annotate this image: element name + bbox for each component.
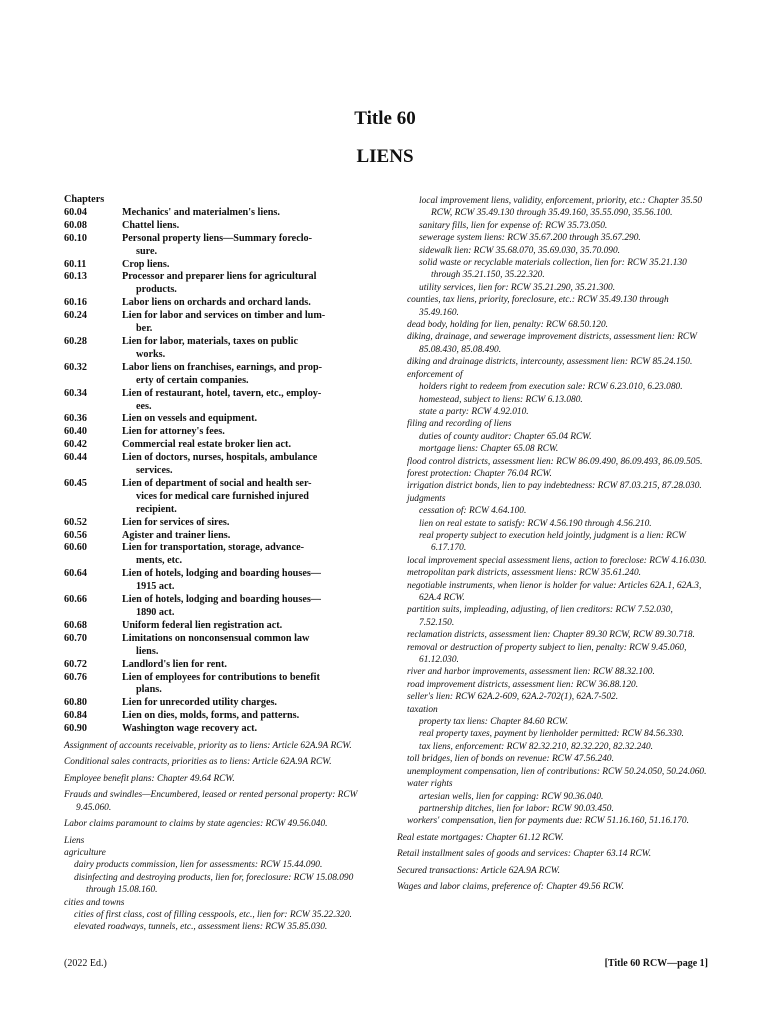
cross-reference-note: disinfecting and destroying products, lien for, foreclosure: RCW 15.08.090 through 15.08.160. — [74, 872, 354, 896]
chapter-entry — [64, 233, 372, 259]
chapter-number: 60.72 — [64, 658, 87, 670]
chapter-entry — [64, 259, 372, 272]
chapter-entry — [64, 710, 372, 723]
cross-reference-note: Conditional sales contracts, priorities as to liens: Article 62A.9A RCW. — [64, 757, 332, 768]
cross-reference-note: property tax liens: Chapter 84.60 RCW. — [419, 717, 569, 728]
chapter-number: 60.45 — [64, 477, 87, 489]
cross-reference-note: real property subject to execution held jointly, judgment is a lien: RCW 6.17.170. — [419, 530, 686, 554]
cross-reference-note: forest protection: Chapter 76.04 RCW. — [407, 468, 552, 479]
cross-reference-note: partnership ditches, lien for labor: RCW 90.03.450. — [419, 803, 614, 814]
chapter-number: 60.08 — [64, 219, 87, 231]
chapter-title: Lien on vessels and equipment. — [122, 413, 258, 425]
footer-edition: (2022 Ed.) — [64, 958, 107, 969]
title-number: Title 60 — [354, 108, 416, 129]
chapter-number: 60.40 — [64, 426, 87, 438]
cross-reference-note: irrigation district bonds, lien to pay indebtedness: RCW 87.03.215, 87.28.030. — [407, 481, 702, 492]
chapter-title: Lien of department of social and health ser- vices for medical care furnished injured recipient. — [122, 477, 312, 515]
chapter-entry — [64, 310, 372, 336]
chapter-number: 60.44 — [64, 452, 87, 464]
chapter-number: 60.56 — [64, 529, 87, 541]
cross-reference-note: real property taxes, payment by lienholder permitted: RCW 84.56.330. — [419, 729, 684, 740]
chapter-number: 60.10 — [64, 232, 87, 244]
chapter-title: Washington wage recovery act. — [122, 723, 258, 735]
chapter-number: 60.24 — [64, 310, 87, 322]
chapter-entry — [64, 297, 372, 310]
cross-reference-note: counties, tax liens, priority, foreclosure, etc.: RCW 35.49.130 through 35.49.160. — [407, 295, 669, 318]
cross-reference-note: negotiable instruments, when lienor is holder for value: Articles 62A.1, 62A.3, 62A.4 RCW. — [407, 580, 702, 603]
cross-reference-note: Retail installment sales of goods and services: Chapter 63.14 RCW. — [397, 849, 652, 860]
chapter-entry — [64, 530, 372, 543]
cross-reference-note: unemployment compensation, lien of contributions: RCW 50.24.050, 50.24.060. — [407, 766, 707, 777]
right-notes — [397, 195, 708, 893]
chapter-number: 60.13 — [64, 271, 87, 283]
cross-reference-note: Real estate mortgages: Chapter 61.12 RCW. — [397, 832, 564, 843]
chapters-heading: Chapters — [64, 194, 105, 205]
cross-reference-note: reclamation districts, assessment lien: Chapter 89.30 RCW, RCW 89.30.718. — [407, 630, 695, 641]
cross-reference-note: lien on real estate to satisfy: RCW 4.56.190 through 4.56.210. — [419, 518, 652, 529]
chapter-number: 60.64 — [64, 568, 87, 580]
chapter-number: 60.80 — [64, 697, 87, 709]
chapter-number: 60.76 — [64, 671, 87, 683]
cross-reference-note: local improvement liens, validity, enforcement, priority, etc.: Chapter 35.50 RCW, RCW 35.49.130 through 35.49.160, 35.55.090, 35.56.100. — [419, 196, 703, 219]
chapter-title: Personal property liens—Summary foreclo- sure. — [122, 232, 313, 257]
cross-reference-note: Wages and labor claims, preference of: Chapter 49.56 RCW. — [397, 881, 624, 892]
cross-reference-note: sewerage system liens: RCW 35.67.200 through 35.67.290. — [419, 233, 641, 244]
chapter-title: Lien of restaurant, hotel, tavern, etc., employ- ees. — [122, 387, 322, 412]
chapter-entry — [64, 517, 372, 530]
chapter-entry — [64, 362, 372, 388]
cross-reference-note: local improvement special assessment liens, action to foreclose: RCW 4.16.030. — [407, 555, 707, 566]
cross-reference-note: utility services, lien for: RCW 35.21.290, 35.21.300. — [419, 282, 616, 293]
cross-reference-note: Employee benefit plans: Chapter 49.64 RCW. — [64, 773, 235, 784]
chapter-entry — [64, 413, 372, 426]
chapter-number: 60.90 — [64, 723, 87, 735]
chapter-number: 60.60 — [64, 542, 87, 554]
chapter-title: Lien on dies, molds, forms, and patterns. — [122, 710, 300, 722]
chapter-title: Lien for labor, materials, taxes on public works. — [122, 335, 299, 360]
cross-reference-note: cessation of: RCW 4.64.100. — [419, 506, 527, 517]
chapter-entry — [64, 633, 372, 659]
chapter-entry — [64, 388, 372, 414]
cross-reference-note: elevated roadways, tunnels, etc., assessment liens: RCW 35.85.030. — [74, 922, 328, 933]
cross-reference-note: Labor claims paramount to claims by state agencies: RCW 49.56.040. — [64, 819, 328, 830]
cross-reference-note: dairy products commission, lien for assessments: RCW 15.44.090. — [74, 860, 323, 871]
cross-reference-note: river and harbor improvements, assessment lien: RCW 88.32.100. — [407, 667, 655, 678]
cross-reference-note: partition suits, impleading, adjusting, of lien creditors: RCW 7.52.030, 7.52.150. — [407, 605, 673, 628]
cross-reference-note: taxation — [407, 704, 438, 715]
chapter-title: Labor liens on orchards and orchard lands. — [122, 297, 311, 309]
cross-reference-note: toll bridges, lien of bonds on revenue: RCW 47.56.240. — [407, 754, 614, 765]
cross-reference-note: cities and towns — [64, 897, 125, 908]
cross-reference-note: duties of county auditor: Chapter 65.04 RCW. — [419, 431, 592, 442]
chapter-title: Landlord's lien for rent. — [122, 658, 227, 670]
cross-reference-note: state a party: RCW 4.92.010. — [419, 406, 529, 417]
cross-reference-note: solid waste or recyclable materials collection, lien for: RCW 35.21.130 through 35.21.150, 35.22.320. — [419, 258, 687, 281]
cross-reference-note: artesian wells, lien for capping: RCW 90.36.040. — [419, 791, 604, 802]
chapter-number: 60.16 — [64, 297, 87, 309]
chapter-number: 60.28 — [64, 335, 87, 347]
chapter-title: Lien for labor and services on timber and lum- ber. — [122, 310, 326, 335]
cross-reference-note: workers' compensation, lien for payments due: RCW 51.16.160, 51.16.170. — [407, 816, 689, 827]
cross-reference-note: holders right to redeem from execution sale: RCW 6.23.010, 6.23.080. — [419, 382, 683, 393]
chapter-entry — [64, 659, 372, 672]
cross-reference-note: judgments — [407, 493, 446, 504]
cross-reference-note: diking, drainage, and sewerage improvement districts, assessment lien: RCW 85.08.430, 85.08.490. — [407, 332, 697, 355]
cross-reference-note: Secured transactions: Article 62A.9A RCW. — [397, 865, 561, 876]
chapter-title: Lien of employees for contributions to benefit plans. — [122, 671, 320, 696]
left-column — [64, 194, 372, 934]
cross-reference-note: mortgage liens: Chapter 65.08 RCW. — [419, 444, 559, 455]
cross-reference-note: sidewalk lien: RCW 35.68.070, 35.69.030, 35.70.090. — [419, 245, 621, 256]
chapter-number: 60.36 — [64, 413, 87, 425]
chapter-number: 60.84 — [64, 710, 87, 722]
chapter-number: 60.11 — [64, 258, 87, 270]
chapter-title: Agister and trainer liens. — [122, 529, 231, 541]
chapter-title: Limitations on nonconsensual common law liens. — [122, 632, 310, 657]
cross-reference-note: dead body, holding for lien, penalty: RCW 68.50.120. — [407, 320, 609, 331]
chapter-number: 60.42 — [64, 439, 87, 451]
cross-reference-note: homestead, subject to liens: RCW 6.13.080. — [419, 394, 583, 405]
chapter-number: 60.32 — [64, 361, 87, 373]
chapter-entry — [64, 478, 372, 517]
cross-reference-note: Assignment of accounts receivable, priority as to liens: Article 62A.9A RCW. — [64, 741, 352, 752]
chapter-entry — [64, 439, 372, 452]
cross-reference-note: Liens — [64, 835, 85, 846]
cross-reference-note: sanitary fills, lien for expense of: RCW 35.73.050. — [419, 220, 608, 231]
cross-reference-note: diking and drainage districts, intercounty, assessment lien: RCW 85.24.150. — [407, 357, 693, 368]
chapter-title: Lien for attorney's fees. — [122, 426, 225, 438]
cross-reference-note: enforcement of — [407, 369, 463, 380]
cross-reference-note: metropolitan park districts, assessment liens: RCW 35.61.240. — [407, 568, 642, 579]
cross-reference-note: road improvement districts, assessment lien: RCW 36.88.120. — [407, 679, 639, 690]
chapter-title: Lien for services of sires. — [122, 516, 230, 528]
chapter-title: Labor liens on franchises, earnings, and prop- erty of certain companies. — [122, 361, 323, 386]
chapter-title: Processor and preparer liens for agricultural products. — [122, 271, 317, 296]
chapter-entry — [64, 542, 372, 568]
chapter-title: Commercial real estate broker lien act. — [122, 439, 291, 451]
chapter-entry — [64, 697, 372, 710]
cross-reference-note: tax liens, enforcement: RCW 82.32.210, 82.32.220, 82.32.240. — [419, 741, 653, 752]
chapter-entry — [64, 220, 372, 233]
chapter-entry — [64, 271, 372, 297]
cross-reference-note: removal or destruction of property subject to lien, penalty: RCW 9.45.060, 61.12.030. — [407, 642, 687, 666]
chapter-entry — [64, 426, 372, 439]
chapter-number: 60.52 — [64, 516, 87, 528]
cross-reference-note: agriculture — [64, 847, 106, 858]
chapter-entry — [64, 672, 372, 698]
chapter-title: Lien of hotels, lodging and boarding houses— 1890 act. — [122, 594, 321, 618]
title-name: LIENS — [356, 146, 414, 167]
cross-reference-note: flood control districts, assessment lien: RCW 86.09.490, 86.09.493, 86.09.505. — [407, 456, 703, 467]
chapter-entry — [64, 620, 372, 633]
chapter-title: Crop liens. — [122, 258, 170, 270]
chapter-entry — [64, 594, 372, 620]
chapter-entry — [64, 723, 372, 736]
right-column — [397, 195, 708, 893]
footer-page: [Title 60 RCW—page 1] — [604, 958, 708, 969]
cross-reference-note: Frauds and swindles—Encumbered, leased or rented personal property: RCW 9.45.060. — [64, 790, 358, 813]
chapter-entry — [64, 336, 372, 362]
chapter-number: 60.68 — [64, 619, 87, 631]
cross-reference-note: filing and recording of liens — [407, 419, 512, 430]
chapter-number: 60.34 — [64, 387, 87, 399]
chapter-title: Chattel liens. — [122, 219, 180, 231]
chapter-number: 60.04 — [64, 206, 87, 218]
chapter-entry — [64, 452, 372, 478]
cross-reference-note: seller's lien: RCW 62A.2-609, 62A.2-702(1), 62A.7-502. — [407, 692, 619, 703]
left-notes — [64, 740, 372, 934]
chapter-title: Lien of hotels, lodging and boarding houses— 1915 act. — [122, 568, 321, 593]
chapter-title: Lien for transportation, storage, advance- ments, etc. — [122, 542, 305, 567]
chapter-number: 60.66 — [64, 594, 87, 606]
chapter-entry — [64, 207, 372, 220]
chapter-number: 60.70 — [64, 632, 87, 644]
chapter-title: Lien for unrecorded utility charges. — [122, 697, 277, 709]
cross-reference-note: cities of first class, cost of filling cesspools, etc., lien for: RCW 35.22.320. — [74, 909, 352, 920]
cross-reference-note: water rights — [407, 779, 453, 790]
chapter-title: Uniform federal lien registration act. — [122, 619, 283, 631]
chapter-title: Lien of doctors, nurses, hospitals, ambulance services. — [122, 452, 318, 477]
chapter-entry — [64, 568, 372, 594]
chapter-title: Mechanics' and materialmen's liens. — [122, 206, 280, 218]
chapter-list — [64, 207, 372, 736]
